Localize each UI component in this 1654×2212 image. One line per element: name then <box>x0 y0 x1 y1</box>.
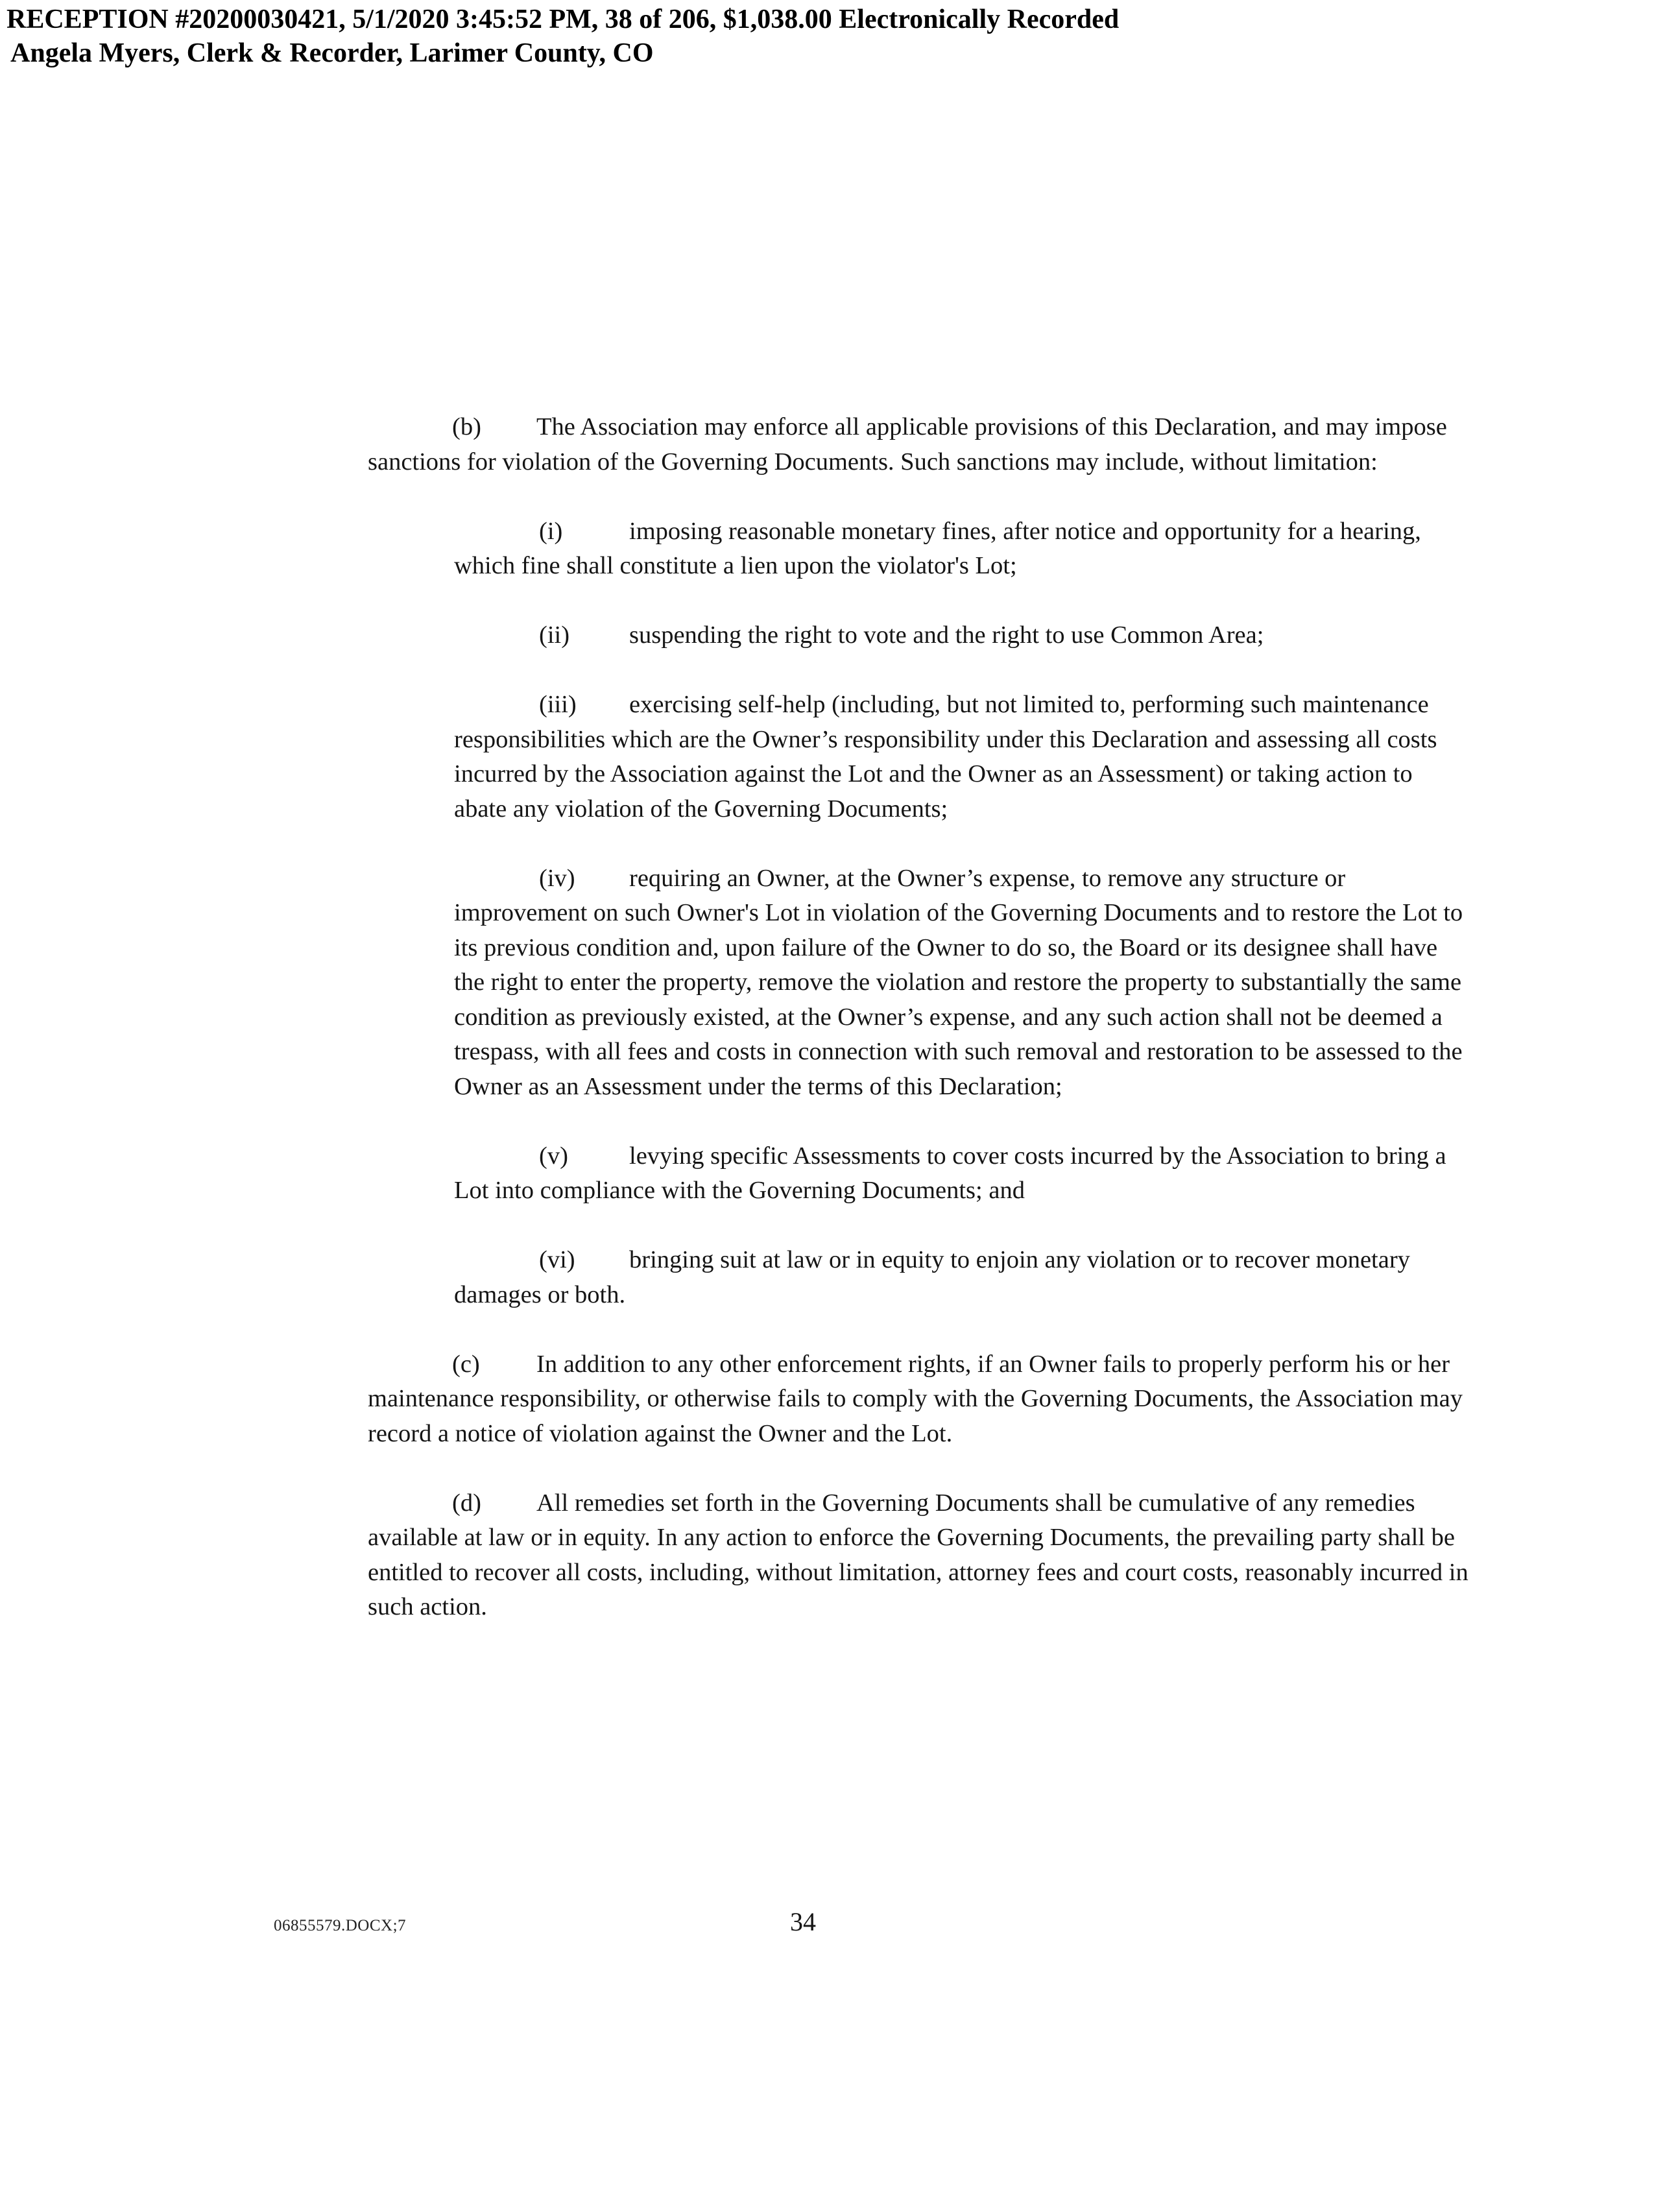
subparagraph-iv-text: requiring an Owner, at the Owner’s expense, to remove any structure or improvement on such Owner's Lot in violation of the Governing Documents and to restore the Lot to its previous condition and, upon failure of the Owner to do so, the Board or its designee shall have the right to enter the property, remove the violation and restore the property to substantially the same condition as previously existed, at the Owner’s expense, and any such action shall not be deemed a trespass, with all fees and costs in connection with such removal and restoration to be assessed to the Owner as an Assessment under the terms of this Declaration; <box>454 864 1463 1100</box>
subparagraph-ii <box>454 618 1470 653</box>
subparagraph-ii-marker: (ii) <box>539 621 570 649</box>
subparagraph-i-marker: (i) <box>539 517 563 545</box>
subparagraph-v-text: levying specific Assessments to cover costs incurred by the Association to bring a Lot into compliance with the Governing Documents; and <box>454 1142 1446 1204</box>
subparagraph-iii <box>454 688 1470 826</box>
paragraph-b <box>368 410 1470 479</box>
subparagraph-v-marker: (v) <box>539 1142 568 1170</box>
subparagraph-ii-text: suspending the right to vote and the right to use Common Area; <box>629 621 1264 649</box>
subparagraph-iii-marker: (iii) <box>539 691 577 718</box>
subparagraph-i-text: imposing reasonable monetary fines, after notice and opportunity for a hearing, which fine shall constitute a lien upon the violator's Lot; <box>454 517 1421 579</box>
subparagraph-vi-text: bringing suit at law or in equity to enjoin any violation or to recover monetary damages or both. <box>454 1246 1410 1308</box>
document-body <box>368 410 1470 1659</box>
recording-stamp-line-1: RECEPTION #20200030421, 5/1/2020 3:45:52 PM, 38 of 206, $1,038.00 Electronically Recorded <box>6 5 1120 34</box>
paragraph-c-text: In addition to any other enforcement rights, if an Owner fails to properly perform his or her maintenance responsibility, or otherwise fails to comply with the Governing Documents, the Association may record a notice of violation against the Owner and the Lot. <box>368 1350 1463 1447</box>
paragraph-b-marker: (b) <box>452 413 481 440</box>
paragraph-d <box>368 1486 1470 1625</box>
subparagraph-vi <box>454 1243 1470 1312</box>
subparagraph-iii-text: exercising self-help (including, but not limited to, performing such maintenance responsibilities which are the Owner’s responsibility under this Declaration and assessing all costs incurred by the Association against the Lot and the Owner as an Assessment) or taking action to abate any violation of the Governing Documents; <box>454 691 1437 823</box>
subparagraph-iv <box>454 861 1470 1105</box>
paragraph-b-text: The Association may enforce all applicable provisions of this Declaration, and may impose sanctions for violation of the Governing Documents. Such sanctions may include, without limitation: <box>368 413 1447 475</box>
subparagraph-v <box>454 1139 1470 1208</box>
subparagraph-i <box>454 514 1470 584</box>
paragraph-d-text: All remedies set forth in the Governing Documents shall be cumulative of any remedies available at law or in equity. In any action to enforce the Governing Documents, the prevailing party shall be entitled to recover all costs, including, without limitation, attorney fees and court costs, reasonably incurred in such action. <box>368 1489 1468 1620</box>
page-number: 34 <box>790 1907 816 1936</box>
subparagraph-iv-marker: (iv) <box>539 864 575 892</box>
footer-document-id: 06855579.DOCX;7 <box>274 1917 407 1934</box>
paragraph-c <box>368 1347 1470 1452</box>
paragraph-c-marker: (c) <box>452 1350 480 1378</box>
recording-stamp-line-2: Angela Myers, Clerk & Recorder, Larimer County, CO <box>10 38 654 68</box>
subparagraph-vi-marker: (vi) <box>539 1246 575 1273</box>
recording-stamp-header <box>6 3 1119 70</box>
paragraph-d-marker: (d) <box>452 1489 481 1517</box>
